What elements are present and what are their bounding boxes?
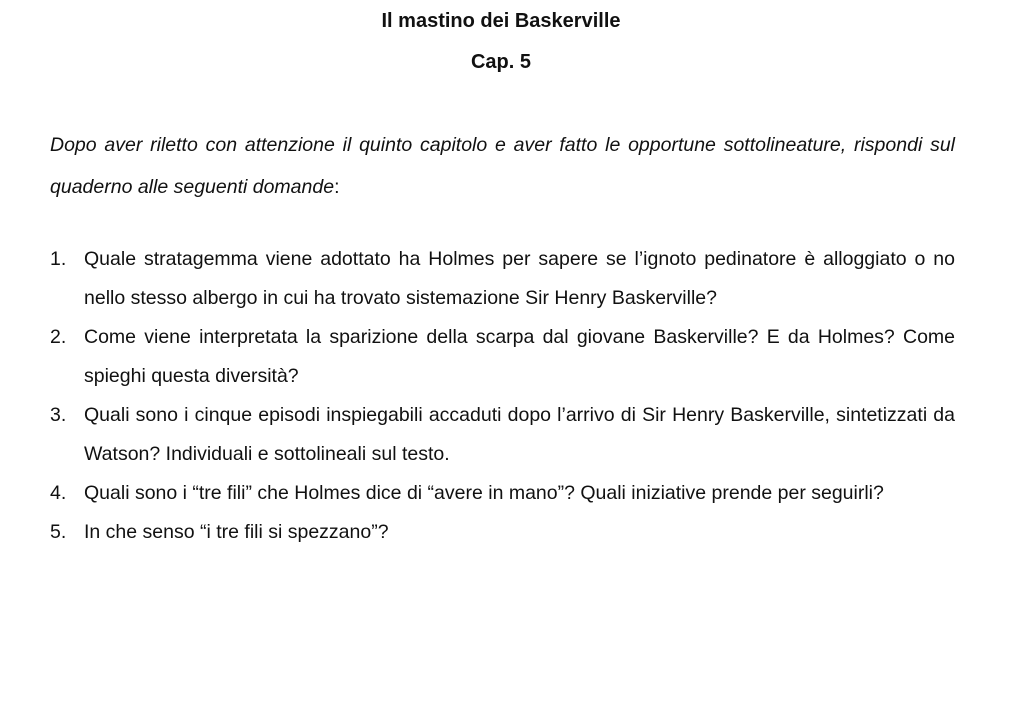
question-number: 5. (50, 521, 67, 543)
question-text: Quali sono i “tre fili” che Holmes dice di “avere in mano”? Quali iniziative prende per seguirli? (84, 482, 884, 504)
question-item (50, 513, 955, 552)
question-item (50, 474, 955, 513)
instructions-colon: : (334, 176, 340, 198)
question-text: Come viene interpretata la sparizione della scarpa dal giovane Baskerville? E da Holmes? Come spieghi questa diversità? (84, 326, 955, 387)
question-number: 4. (50, 482, 67, 504)
questions-list (50, 240, 955, 552)
question-item (50, 396, 955, 474)
question-text: Quali sono i cinque episodi inspiegabili accaduti dopo l’arrivo di Sir Henry Baskerville, sintetizzati da Watson? Individuali e sottolineali sul testo. (84, 404, 955, 465)
chapter-heading: Cap. 5 (470, 51, 532, 73)
question-number: 3. (50, 404, 67, 426)
question-number: 1. (50, 248, 67, 270)
question-item (50, 240, 955, 318)
question-text: Quale stratagemma viene adottato ha Holmes per sapere se l’ignoto pedinatore è alloggiato o no nello stesso albergo in cui ha trovato sistemazione Sir Henry Baskerville? (84, 248, 955, 309)
question-number: 2. (50, 326, 67, 348)
instructions-paragraph (50, 124, 955, 208)
instructions-text: Dopo aver riletto con attenzione il quinto capitolo e aver fatto le opportune sottolineature, rispondi sul quaderno alle seguenti domande (50, 134, 955, 198)
document-title: Il mastino dei Baskerville (381, 10, 621, 32)
question-text: In che senso “i tre fili si spezzano”? (84, 521, 389, 543)
question-item (50, 318, 955, 396)
